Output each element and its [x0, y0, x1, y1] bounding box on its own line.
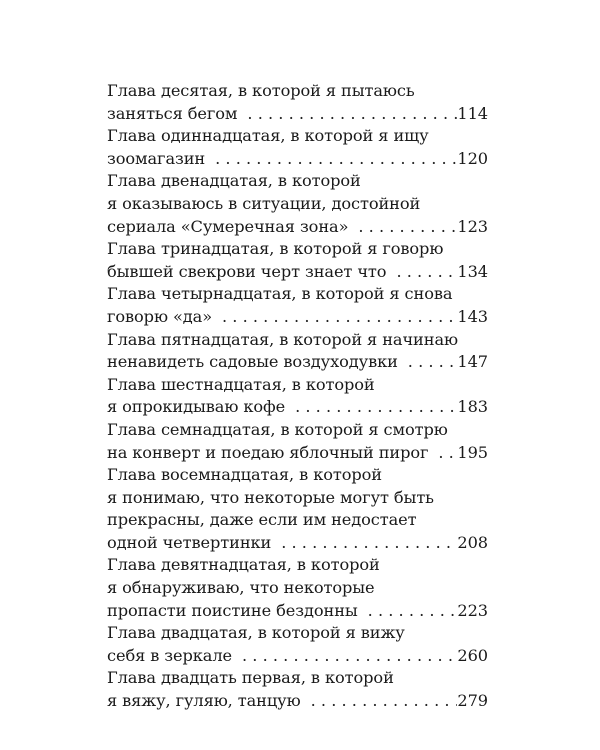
toc-entry-line: Глава двадцатая, в которой я вижу: [107, 623, 405, 643]
toc-entry-last-text: бывшей свекрови черт знает что: [107, 261, 387, 281]
toc-page-number: 260: [457, 645, 488, 665]
toc-entry-line: Глава тринадцатая, в которой я говорю: [107, 239, 444, 259]
toc-entry-last-text: ненавидеть садовые воздуходувки: [107, 352, 398, 372]
toc-entry-last-line: [107, 261, 488, 284]
dot-leader: [232, 645, 457, 668]
dot-leader: [205, 148, 457, 171]
toc-entry-last-text: говорю «да»: [107, 306, 213, 326]
toc-entry-line: Глава десятая, в которой я пытаюсь: [107, 81, 415, 100]
toc-entry-line: Глава четырнадцатая, в которой я снова: [107, 284, 453, 304]
toc-entry-line: я оказываюсь в ситуации, достойной: [107, 193, 421, 213]
toc-page-number: 195: [457, 442, 488, 462]
toc-page-number: 114: [457, 103, 488, 123]
toc-entry: [107, 464, 488, 554]
toc-entry-last-text: пропасти поистине бездонны: [107, 600, 358, 620]
toc-entry-last-text: сериала «Сумеречная зона»: [107, 216, 349, 236]
dot-leader: [428, 442, 457, 465]
toc-entry: [107, 125, 488, 170]
toc-page-number: 143: [457, 306, 488, 326]
toc-entry-last-line: [107, 351, 488, 374]
dot-leader: [237, 103, 457, 126]
table-of-contents: [107, 80, 488, 713]
toc-entry: [107, 283, 488, 328]
toc-entry-last-line: [107, 532, 488, 555]
toc-entry-last-text: на конверт и поедаю яблочный пирог: [107, 442, 429, 462]
toc-entry: [107, 622, 488, 667]
toc-page-number: 208: [457, 532, 488, 552]
toc-entry-last-line: [107, 690, 488, 713]
dot-leader: [386, 261, 457, 284]
toc-entry-line: я понимаю, что некоторые могут быть: [107, 487, 434, 507]
toc-entry: [107, 238, 488, 283]
toc-entry: [107, 329, 488, 374]
toc-entry-line: прекрасны, даже если им недостает: [107, 510, 417, 530]
toc-entry-line: Глава одиннадцатая, в которой я ищу: [107, 126, 429, 146]
toc-entry-last-line: [107, 396, 488, 419]
toc-entry-last-line: [107, 148, 488, 171]
toc-entry-last-line: [107, 306, 488, 329]
dot-leader: [398, 351, 458, 374]
toc-page-number: 223: [457, 600, 488, 620]
toc-entry-line: Глава двадцать первая, в которой: [107, 668, 394, 688]
toc-entry-line: Глава восемнадцатая, в которой: [107, 465, 382, 485]
dot-leader: [212, 306, 457, 329]
toc-entry: [107, 667, 488, 712]
toc-entry-line: Глава семнадцатая, в которой я смотрю: [107, 419, 448, 439]
dot-leader: [348, 216, 457, 239]
toc-entry-last-text: одной четвертинки: [107, 532, 272, 552]
toc-entry-last-text: зоомагазин: [107, 148, 206, 168]
toc-page-number: 120: [457, 148, 488, 168]
toc-page-number: 279: [457, 691, 488, 711]
dot-leader: [285, 396, 457, 419]
toc-page-number: 147: [457, 352, 488, 372]
toc-entry-last-line: [107, 103, 488, 126]
toc-entry-line: Глава шестнадцатая, в которой: [107, 374, 375, 394]
toc-entry-line: я обнаруживаю, что некоторые: [107, 578, 375, 598]
toc-entry-last-line: [107, 600, 488, 623]
dot-leader: [358, 600, 458, 623]
toc-page-number: 183: [457, 397, 488, 417]
toc-entry-last-line: [107, 645, 488, 668]
toc-entry-line: Глава пятнадцатая, в которой я начинаю: [107, 329, 458, 349]
toc-entry-last-line: [107, 216, 488, 239]
toc-page-number: 123: [457, 216, 488, 236]
toc-entry-last-text: заняться бегом: [107, 103, 238, 123]
toc-entry: [107, 80, 488, 125]
toc-entry: [107, 374, 488, 419]
dot-leader: [301, 690, 458, 713]
toc-entry-last-line: [107, 442, 488, 465]
toc-entry: [107, 554, 488, 622]
toc-entry-last-text: я опрокидываю кофе: [107, 397, 286, 417]
toc-entry: [107, 419, 488, 464]
toc-entry-line: Глава двенадцатая, в которой: [107, 171, 361, 191]
toc-page-number: 134: [457, 261, 488, 281]
dot-leader: [271, 532, 457, 555]
toc-entry-line: Глава девятнадцатая, в которой: [107, 555, 380, 575]
toc-entry-last-text: я вяжу, гуляю, танцую: [107, 691, 301, 711]
toc-entry-last-text: себя в зеркале: [107, 645, 233, 665]
toc-entry: [107, 170, 488, 238]
